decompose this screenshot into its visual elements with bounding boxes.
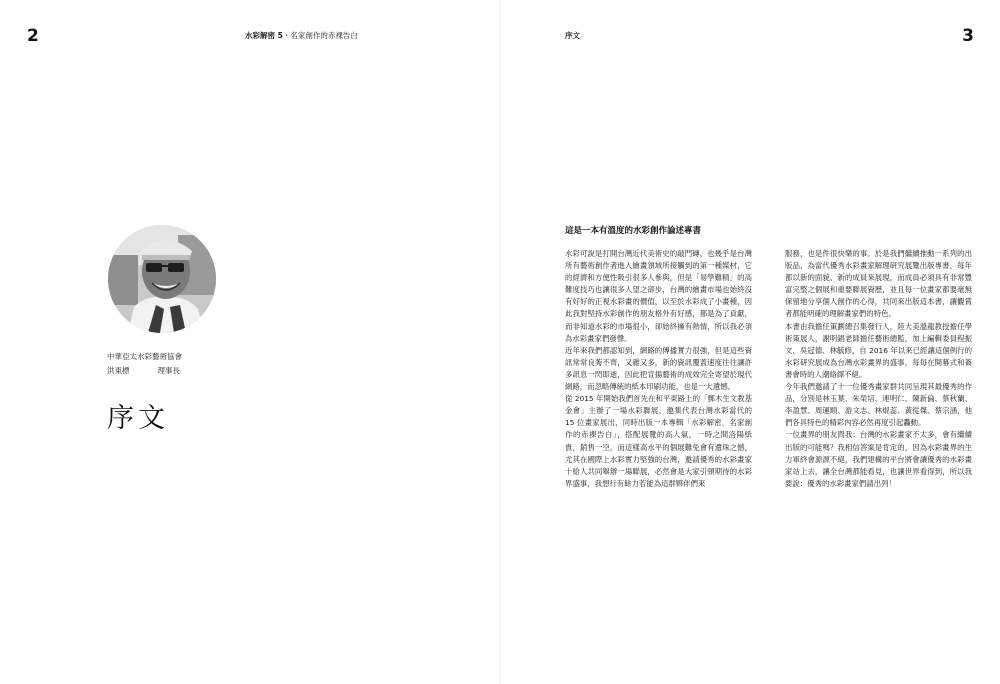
running-head-separator: ・	[282, 31, 291, 40]
paragraph: 從 2015 年開始我們首先在和平東路上的「郵木生文教基金會」主辦了一場水彩聯展，邀集代表台灣水彩當代的 15 位畫家展出，同時出版一本專輯「水彩解密．名家創作的赤裸告白」，搭配展覽的高人氣，一時之間洛陽紙貴，銷售一空。而這樣高水平的個展難免會有遺珠之憾，尤其在國際上水彩實力堅強的台灣，邀請優秀的水彩畫家十給人共同舉辦一場聯展，必然會是大家引頸期待的水彩界盛事，我想行有餘力若能為這群夥伴們來	[565, 394, 752, 488]
running-head-subtitle: 名家創作的赤裸告白	[290, 31, 358, 40]
running-head-right: 序文	[565, 31, 580, 40]
text-column-2	[785, 248, 972, 490]
paragraph: 服務，也是件很快樂的事。於是我們繼續推動一系列的出版品，為當代優秀水彩畫家解理研究展覽出版專書，每年都以新的面貌、新的成員來展現，而成員必須具有非常豐富完整之個展和重要聯展資歷，並且每一位畫家都要毫無保留地分享個人創作的心得，共同來出版這本書，讓觀賞者都能明確的理解畫家們的特色。	[785, 249, 972, 319]
paragraph: 本書由我擔任策劃總召集發行人，陸大美溫龍教授擔任學術策展人，謝明錩老師擔任藝術總監，加上編輯委員程振文、吳冠德、林毓修，自 2016 年以來已經讓這個例行的水彩研究展成為台灣水彩畫界的盛事，每每在開幕式和簽書會時的人潮絡繹不絕。	[785, 321, 972, 379]
page-number-right: 3	[962, 26, 974, 46]
preface-title: 序文	[107, 403, 169, 434]
author-title: 理事長	[157, 366, 180, 375]
text-column-1	[565, 248, 752, 490]
right-page	[500, 0, 1000, 684]
paragraph: 水彩可說是打開台灣近代美術史的敲門磚，也幾乎是台灣所有藝術創作者進入繪畫領域所接觸到的第一種媒材，它的經濟和方便性吸引很多人參與，但是「易學難精」的高難度技巧也讓很多人望之卻步，台灣的繪畫市場也始終沒有好好的正視水彩畫的價值，以至於水彩成了小畫種，因此我對堅持水彩創作的朋友格外有好感，都是為了貢獻，而非知道水彩的市場很小，卻始終擁有熱情，所以我必須為水彩畫家們發聲。	[565, 249, 752, 343]
page-number-left: 2	[27, 26, 39, 46]
author-organization: 中華亞太水彩藝術協會	[107, 352, 182, 361]
paragraph: 今年我們邀請了十一位優秀畫家群共同呈現其最優秀的作品，分別是林玉葉、朱榮培、連明仁、陳新倫、蔡秋蘭、李盈慧、周運順、游文志、林焜蕊、黃從傑、蔡宗涵，他們各具特色的精彩內容必然再度引起轟動。	[785, 382, 972, 428]
author-name: 洪東標	[107, 366, 130, 375]
running-head-left	[245, 30, 358, 41]
article-heading: 這是一本有溫度的水彩創作論述專書	[565, 226, 702, 236]
author-portrait	[108, 225, 216, 333]
running-head-book-title: 水彩解密 5	[245, 31, 283, 40]
author-name-line	[107, 365, 180, 376]
paragraph: 一位畫界的朋友問我：台灣的水彩畫家不太多，會有繼續出版的可能嗎？我相信答案是肯定的，因為水彩畫界的生力軍終會源源不絕，我們建構的平台將會讓優秀的水彩畫家站上去，讓全台灣都能看見，也讓世界看得到，所以我要說：優秀的水彩畫家們請出列！	[785, 430, 972, 488]
paragraph: 近年來我們都認知到，網路的傳播實力很強，但是這些資訊常常良莠不齊，又雜又多，新的資訊覆蓋速度往往讓許多訊息一閃即逝，因此把宣揚藝術的成效完全寄望於現代網路，而忽略傳統的紙本印刷功能，也是一大遺憾。	[565, 345, 752, 392]
